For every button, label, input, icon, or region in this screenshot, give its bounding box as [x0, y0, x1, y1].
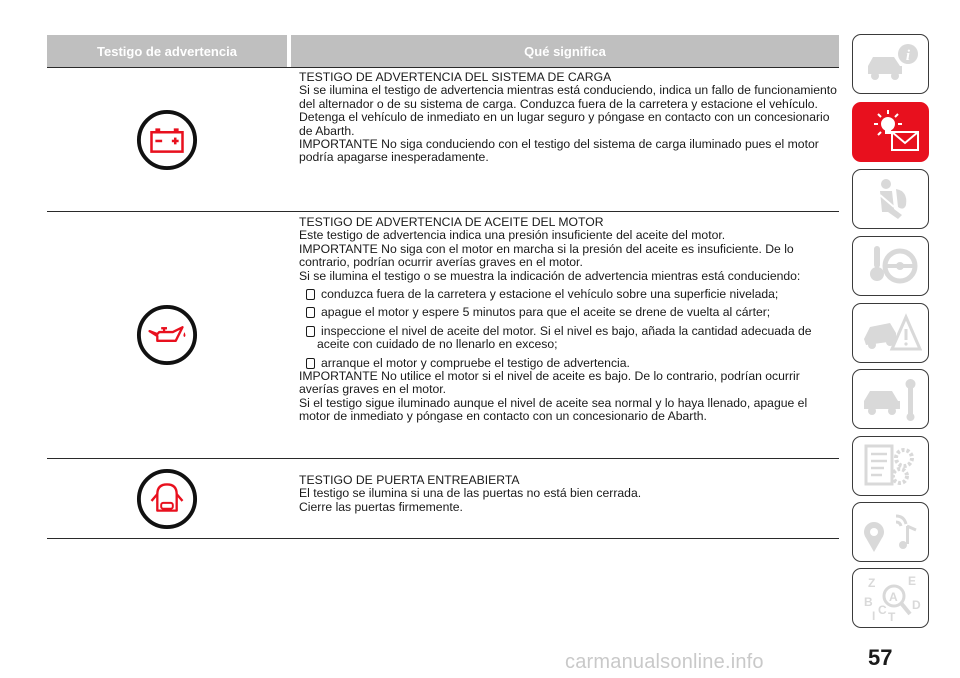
- checkbox-bullet-icon: [306, 326, 315, 337]
- list-item: apague el motor y espere 5 minutos para que el aceite se drene de vuelta al cárter;: [299, 306, 839, 319]
- row1-title: TESTIGO DE ADVERTENCIA DEL SISTEMA DE CARGA: [299, 70, 612, 84]
- table-header: [47, 35, 839, 68]
- multimedia-music-icon: [860, 508, 922, 556]
- index-letter: C: [877, 603, 887, 617]
- tab-warning-lights[interactable]: [852, 102, 929, 162]
- index-letter: T: [887, 610, 895, 622]
- tab-specifications[interactable]: [852, 436, 929, 496]
- row2-important-2: IMPORTANTE No utilice el motor si el nivel de aceite es bajo. De lo contrario, podrían ocurrir averías graves en el motor.: [299, 369, 800, 397]
- car-info-icon: [860, 40, 922, 88]
- header-meaning: Qué significa: [287, 35, 839, 67]
- list-item: conduzca fuera de la carretera y estacione el vehículo sobre una superficie nivelada;: [299, 288, 839, 301]
- specs-gears-icon: [860, 442, 922, 490]
- row2-intro: Este testigo de advertencia indica una presión insuficiente del aceite del motor.: [299, 228, 726, 243]
- row1-paragraph: Si se ilumina el testigo de advertencia mientras está conduciendo, indica un fallo de funcionamiento del alternador o de su sistema de carga. Conduzca fuera de la carretera y estacione el vehículo. Detenga el vehículo de inmediato en un lugar seguro y póngase en contacto con un concesionario de Abarth.: [299, 83, 837, 138]
- index-letter: D: [911, 598, 921, 612]
- warning-light-message-icon: [860, 108, 922, 156]
- index-letter: E: [907, 574, 916, 588]
- table-row: [47, 212, 839, 459]
- row3-paragraph: El testigo se ilumina si una de las puertas no está bien cerrada.: [299, 486, 642, 501]
- index-letter: Z: [867, 576, 875, 590]
- tab-index[interactable]: [852, 568, 929, 628]
- header-warning-light: Testigo de advertencia: [97, 43, 237, 59]
- checkbox-bullet-icon: [306, 358, 315, 369]
- tab-maintenance[interactable]: [852, 369, 929, 429]
- car-wrench-icon: [860, 375, 922, 423]
- car-accident-warning-icon: [860, 309, 922, 357]
- safety-airbag-icon: [860, 175, 922, 223]
- checkbox-bullet-icon: [306, 307, 315, 318]
- tab-emergency[interactable]: [852, 303, 929, 363]
- row2-condition: Si se ilumina el testigo o se muestra la indicación de advertencia mientras está conduciendo:: [299, 268, 801, 283]
- battery-charge-warning-icon: [136, 109, 198, 171]
- key-steering-wheel-icon: [860, 242, 922, 290]
- table-row: [47, 459, 839, 539]
- index-letter: A: [888, 590, 898, 604]
- page-number: 57: [868, 645, 893, 670]
- tab-starting[interactable]: [852, 236, 929, 296]
- checkbox-bullet-icon: [306, 289, 315, 300]
- row1-important: IMPORTANTE No siga conduciendo con el testigo del sistema de carga iluminado pues el motor podría apagarse inesperadamente.: [299, 137, 819, 165]
- list-item: arranque el motor y compruebe el testigo de advertencia.: [299, 357, 839, 370]
- index-search-icon: [860, 574, 922, 622]
- index-letter: B: [863, 595, 873, 609]
- svg-text:i: i: [905, 48, 910, 64]
- warning-lights-table: [47, 35, 839, 539]
- row2-important: IMPORTANTE No siga con el motor en marcha si la presión del aceite es insuficiente. De lo contrario, podrían ocurrir averías graves en el motor.: [299, 241, 794, 270]
- oil-pressure-warning-icon: [136, 304, 198, 366]
- row3-title: TESTIGO DE PUERTA ENTREABIERTA: [299, 473, 520, 487]
- row3-instruction: Cierre las puertas firmemente.: [299, 499, 463, 514]
- door-ajar-warning-icon: [136, 468, 198, 530]
- row2-title: TESTIGO DE ADVERTENCIA DE ACEITE DEL MOTOR: [299, 215, 604, 229]
- watermark: carmanualsonline.info: [565, 651, 764, 673]
- list-item: inspeccione el nivel de aceite del motor. Si el nivel es bajo, añada la cantidad adecuada de aceite con cuidado de no llenarlo en exceso;: [299, 325, 839, 352]
- row2-closing: Si el testigo sigue iluminado aunque el nivel de aceite sea normal y lo haya llenado, apague el motor de inmediato y póngase en contacto con un concesionario de Abarth.: [299, 395, 808, 424]
- table-row: [47, 68, 839, 212]
- tab-multimedia[interactable]: [852, 502, 929, 562]
- tab-safety[interactable]: [852, 169, 929, 229]
- tab-car-info[interactable]: [852, 34, 929, 94]
- index-letter: I: [871, 609, 875, 622]
